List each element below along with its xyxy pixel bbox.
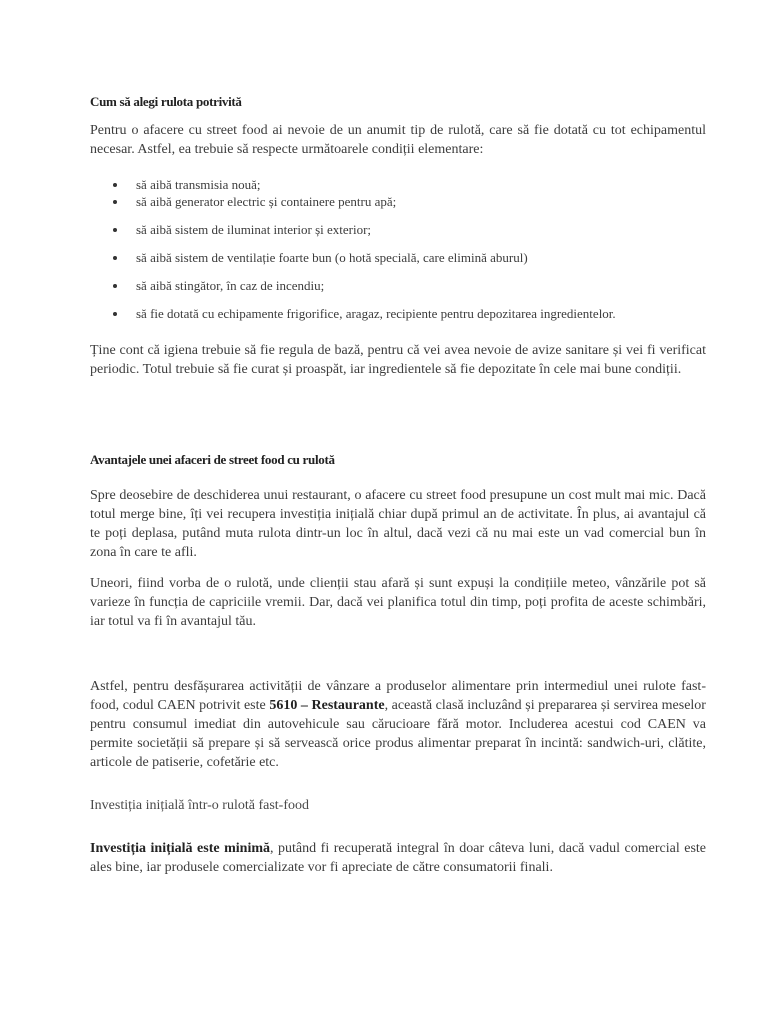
section-heading-advantages: Avantajele unei afaceri de street food cu rulotă xyxy=(90,452,335,467)
document-page: Cum să alegi rulota potrivită Pentru o afacere cu street food ai nevoie de un anumit tip de rulotă, care să fie dotată cu tot echipamentul necesar. Astfel, ea trebuie să respecte următoarele condiții elementare: să aibă transmisia nouă; să aibă generator electric și containere pentru apă; să aibă sistem de iluminat interior și exterior; să aibă sistem de ventilație foarte bun (o hotă specială, care elimină aburul) să aibă stingător, în caz de incendiu; să fie dotată cu echipamente frigorifice, aragaz, recipiente pentru depozitarea ingredientelor. Ține cont că igiena trebuie să fie regula de bază, pentru că vei avea nevoie de avize sanitare și vei fi verificat periodic. Totul trebuie să fie curat și proaspăt, iar ingredientele să fie depozitate în cele mai bune condiții. Avantajele unei afaceri de street food cu rulotă Spre deosebire de deschiderea unui restaurant, o afacere cu street food presupune un cost mult mai mic. Dacă totul merge bine, îți vei recupera investiția inițială chiar după primul an de activitate. În plus, ai avantajul că te poți deplasa, putând muta rulota dintr-un loc în altul, dacă vezi că nu mai este un vad comercial bun în zona în care te afli. Uneori, fiind vorba de o rulotă, unde clienții stau afară și sunt expuși la condițiile meteo, vânzările pot să varieze în funcția de capriciile vremii. Dar, dacă vei planifica totul din timp, poți profita de aceste schimbări, iar totul va fi în avantajul tău. Astfel, pentru desfășurarea activității de vânzare a produselor alimentare prin intermediul unei rulote fast-food, codul CAEN potrivit este 5610 – Restaurante, această clasă incluzând și prepararea și servirea meselor pentru consumul imediat din autovehicule sau cărucioare fără motor. Includerea acestui cod CAEN va permite societății să prepare și să servească orice produs alimentar preparat în incintă: sandwich-uri, clătite, articole de patiserie, cofetărie etc. Investiția inițială într-o rulotă fast-food Investiția inițială este minimă, putând fi recuperată integral în doar câteva luni, dacă vadul comercial este ales bine, iar produsele comercializate vor fi apreciate de către consumatorii finali. xyxy=(90,94,707,875)
bullet-icon xyxy=(113,228,117,232)
section-heading-choose-trailer: Cum să alegi rulota potrivită xyxy=(90,94,242,109)
weather-paragraph: Uneori, fiind vorba de o rulotă, unde clienții stau afară și sunt expuși la condițiile meteo, vânzările pot să varieze în funcția de capriciile vremii. Dar, dacă vei planifica totul din timp, poți profita de aceste schimbări, iar totul va fi în avantajul tău. xyxy=(90,576,706,629)
intro-paragraph: Pentru o afacere cu street food ai nevoie de un anumit tip de rulotă, care să fie dotată cu tot echipamentul necesar. Astfel, ea trebuie să respecte următoarele condiții elementare: xyxy=(90,123,706,157)
investment-subheading: Investiția inițială într-o rulotă fast-food xyxy=(90,798,309,813)
bullet-icon xyxy=(113,200,117,204)
bullet-icon xyxy=(113,284,117,288)
investment-lead: Investiția inițială este minimă xyxy=(90,841,271,856)
investment-paragraph: Investiția inițială este minimă, putând fi recuperată integral în doar câteva luni, dacă vadul comercial este ales bine, iar produsele comercializate vor fi apreciate de către consumatorii finali. xyxy=(90,841,707,875)
bullet-icon xyxy=(113,256,117,260)
caen-code: 5610 – Restaurante xyxy=(269,698,385,713)
bullet-icon xyxy=(113,312,117,316)
hygiene-paragraph: Ține cont că igiena trebuie să fie regula de bază, pentru că vei avea nevoie de avize sanitare și vei fi verificat periodic. Totul trebuie să fie curat și proaspăt, iar ingredientele să fie depozitate în cele mai bune condiții. xyxy=(90,343,706,377)
advantages-paragraph: Spre deosebire de deschiderea unui restaurant, o afacere cu street food presupune un cost mult mai mic. Dacă totul merge bine, îți vei recupera investiția inițială chiar după primul an de activitate. În plus, ai avantajul că te poți deplasa, putând muta rulota dintr-un loc în altul, dacă vezi că nu mai este un vad comercial bun în zona în care te afli. xyxy=(90,488,706,560)
bullet-icon xyxy=(113,183,117,187)
caen-paragraph: Astfel, pentru desfășurarea activității de vânzare a produselor alimentare prin intermediul unei rulote fast-food, codul CAEN potrivit este 5610 – Restaurante, această clasă incluzând și prepararea și servirea meselor pentru consumul imediat din autovehicule sau cărucioare fără motor. Includerea acestui cod CAEN va permite societății să prepare și să servească orice produs alimentar preparat în incintă: sandwich-uri, clătite, articole de patiserie, cofetărie etc. xyxy=(90,679,706,770)
